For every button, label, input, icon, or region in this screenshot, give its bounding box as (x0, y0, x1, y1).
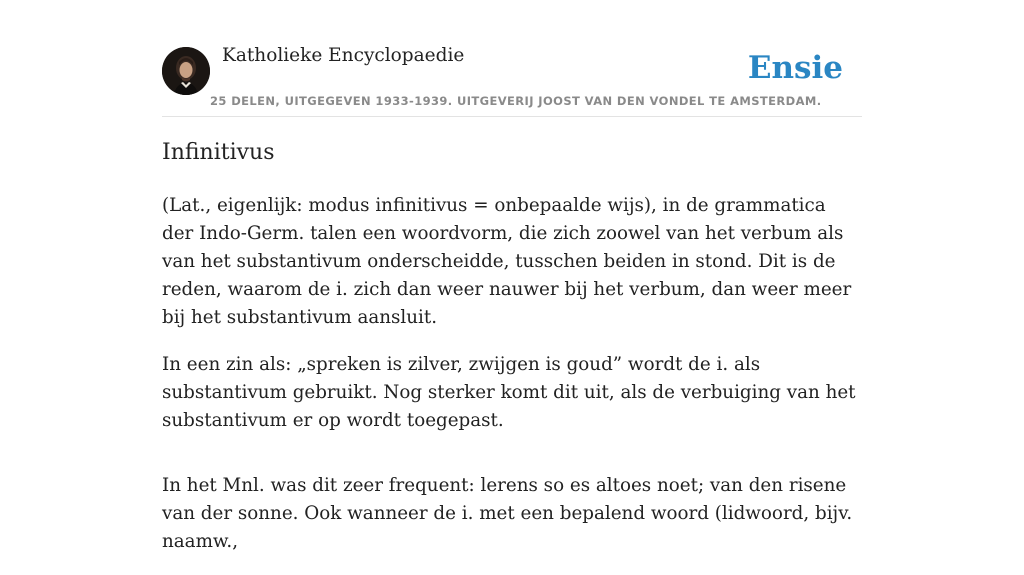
article-paragraph: (Lat., eigenlijk: modus infinitivus = onbepaalde wijs), in de grammatica der Indo-Germ. talen een woordvorm, die zich zoowel van het verbum als van het substantivum onderscheidde, tusschen beiden in stond. Dit is de reden, waarom de i. zich dan weer nauwer bij het verbum, dan weer meer bij het substantivum aansluit. (162, 195, 852, 328)
site-title-link[interactable]: Katholieke Encyclopaedie (222, 45, 465, 66)
avatar[interactable] (162, 47, 210, 95)
article-paragraph: In een zin als: „spreken is zilver, zwijgen is goud” wordt de i. als substantivum gebruikt. Nog sterker komt dit uit, als de verbuiging van het substantivum er op wordt toegepast. (162, 354, 856, 431)
article-paragraph: In het Mnl. was dit zeer frequent: lerens so es altoes noet; van den risene van der sonne. Ook wanneer de i. met een bepalend woord (lidwoord, bijv. naamw., (162, 475, 853, 552)
article-title: Infinitivus (162, 140, 275, 165)
article-body (162, 192, 862, 575)
site-header (162, 0, 862, 117)
page (162, 0, 862, 552)
site-subtitle: 25 DELEN, UITGEGEVEN 1933-1939. UITGEVERIJ JOOST VAN DEN VONDEL TE AMSTERDAM. (210, 94, 822, 108)
brand-logo-link[interactable]: Ensie (747, 50, 843, 86)
portrait-icon (162, 47, 210, 95)
